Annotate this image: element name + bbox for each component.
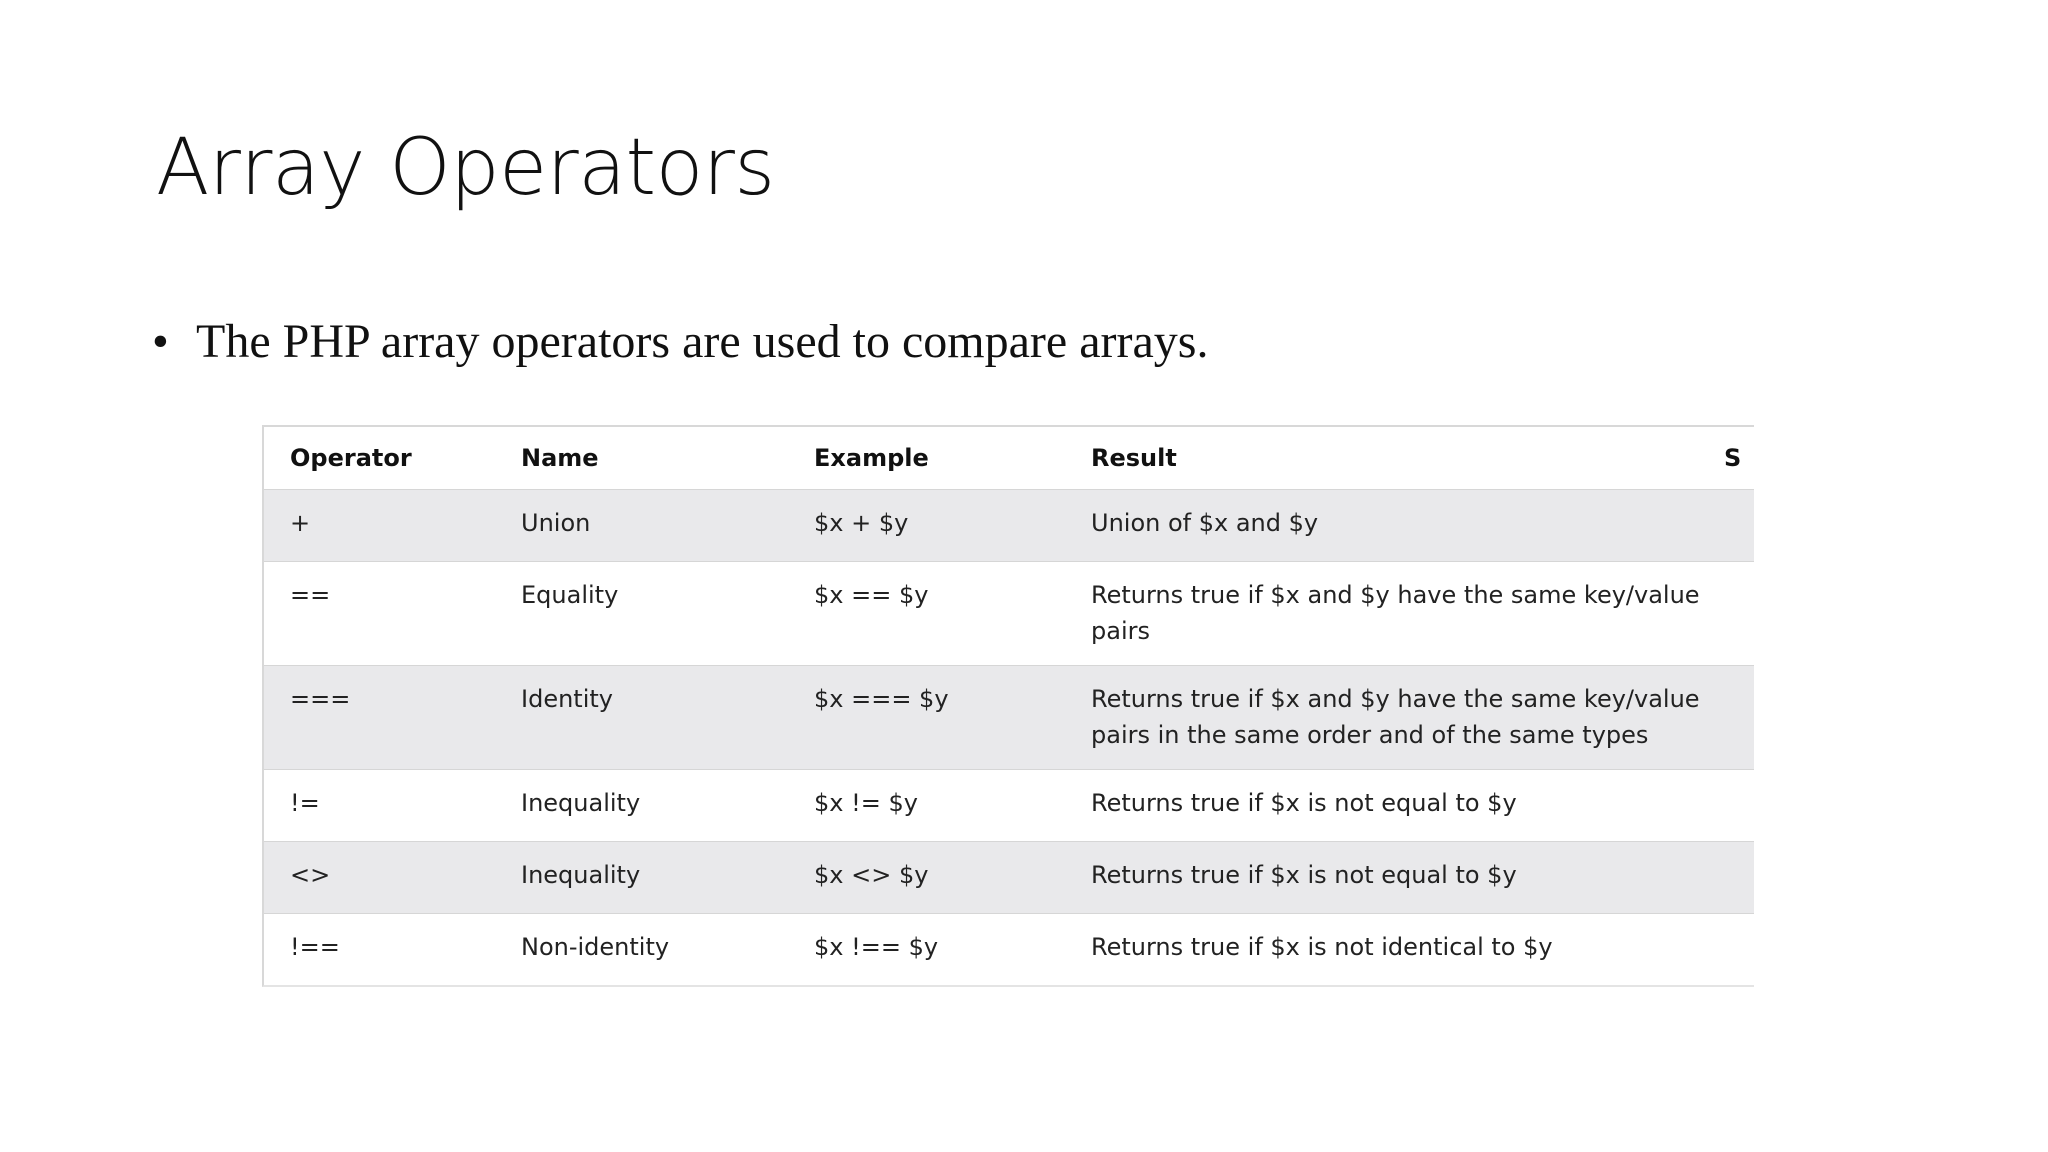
cell-cutoff (1714, 914, 1754, 986)
bullet-dot: • (152, 315, 169, 368)
table-row (264, 490, 1754, 562)
cell-name: Inequality (495, 770, 788, 842)
operators-table (262, 425, 1754, 987)
cell-example: $x + $y (788, 490, 1065, 562)
cell-example: $x == $y (788, 562, 1065, 666)
cell-example: $x !== $y (788, 914, 1065, 986)
cell-example: $x <> $y (788, 842, 1065, 914)
table-row (264, 914, 1754, 986)
cell-cutoff (1714, 770, 1754, 842)
cell-name: Union (495, 490, 788, 562)
cell-example: $x === $y (788, 666, 1065, 770)
cell-result: Returns true if $x is not equal to $y (1065, 770, 1714, 842)
cell-operator: <> (264, 842, 495, 914)
cell-operator: === (264, 666, 495, 770)
bullet-item (152, 310, 1208, 374)
cell-cutoff (1714, 490, 1754, 562)
cell-operator: !== (264, 914, 495, 986)
header-cutoff: S (1714, 427, 1754, 490)
cell-name: Equality (495, 562, 788, 666)
header-example: Example (788, 427, 1065, 490)
cell-operator: == (264, 562, 495, 666)
header-result: Result (1065, 427, 1714, 490)
header-operator: Operator (264, 427, 495, 490)
cell-name: Identity (495, 666, 788, 770)
cell-result: Returns true if $x is not equal to $y (1065, 842, 1714, 914)
table-header-row (264, 427, 1754, 490)
table-row (264, 666, 1754, 770)
table-row (264, 770, 1754, 842)
cell-operator: != (264, 770, 495, 842)
cell-cutoff (1714, 562, 1754, 666)
cell-result: Returns true if $x and $y have the same key/value pairs (1065, 562, 1714, 666)
bullet-text: The PHP array operators are used to compare arrays. (196, 315, 1209, 368)
cell-name: Inequality (495, 842, 788, 914)
cell-result: Returns true if $x is not identical to $y (1065, 914, 1714, 986)
cell-result: Returns true if $x and $y have the same key/value pairs in the same order and of the same types (1065, 666, 1714, 770)
cell-result: Union of $x and $y (1065, 490, 1714, 562)
table-row (264, 842, 1754, 914)
cell-operator: + (264, 490, 495, 562)
cell-name: Non-identity (495, 914, 788, 986)
slide-title: Array Operators (156, 123, 775, 213)
cell-cutoff (1714, 666, 1754, 770)
cell-cutoff (1714, 842, 1754, 914)
header-name: Name (495, 427, 788, 490)
table-row (264, 562, 1754, 666)
cell-example: $x != $y (788, 770, 1065, 842)
